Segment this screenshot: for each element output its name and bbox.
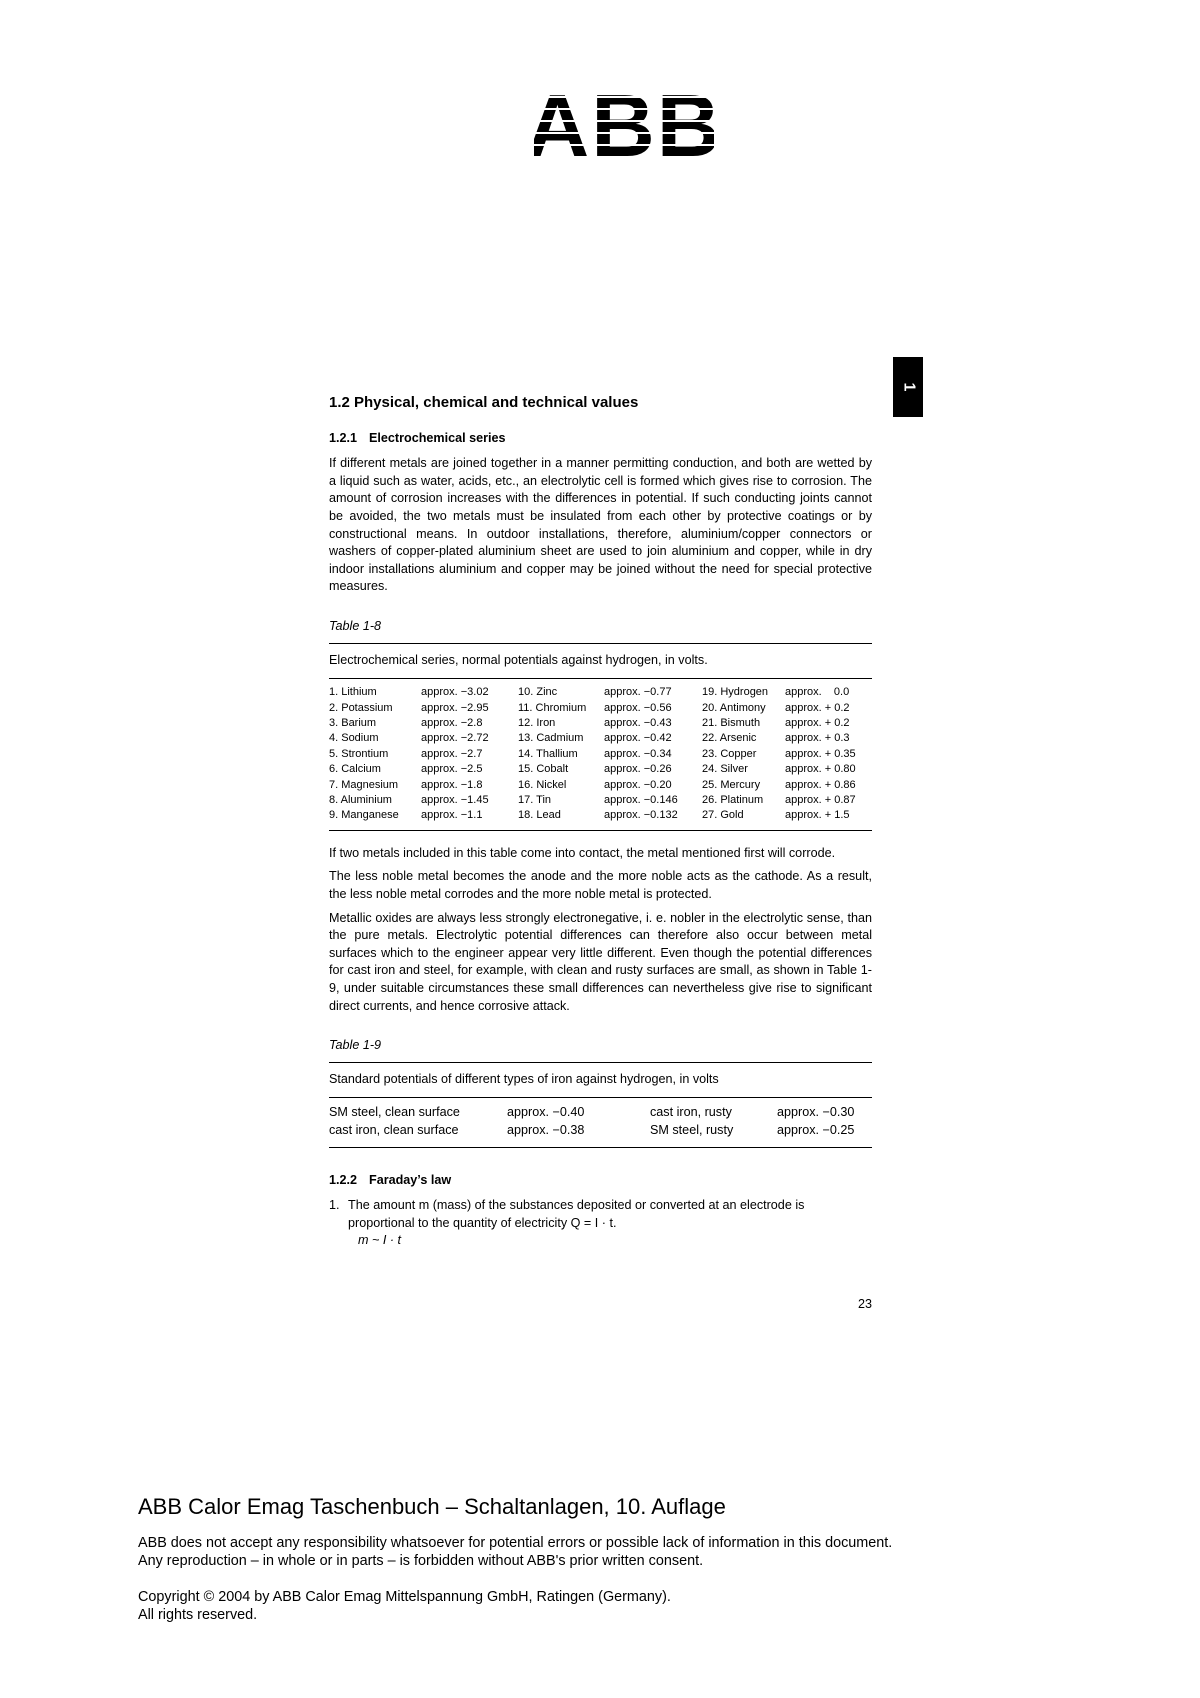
table-1-8-caption: Table 1-8 xyxy=(329,618,382,633)
table-cell: approx. + 1.5 xyxy=(785,809,850,822)
faraday-list-item xyxy=(329,1197,872,1232)
table-cell: 20. Antimony xyxy=(702,701,766,714)
footer xyxy=(138,1494,1138,1624)
footer-rights: All rights reserved. xyxy=(138,1607,258,1623)
table-cell: approx. + 0.3 xyxy=(785,732,850,745)
paragraph-contact: If two metals included in this table come into contact, the metal mentioned first will corrode. xyxy=(329,845,836,860)
table-cell: approx. −0.132 xyxy=(604,809,678,822)
table-cell: approx. + 0.2 xyxy=(785,701,850,714)
table-cell: approx. + 0.2 xyxy=(785,716,850,729)
table-cell: cast iron, clean surface xyxy=(329,1122,459,1137)
table-cell: approx. −2.72 xyxy=(421,732,489,745)
paragraph-oxides: Metallic oxides are always less strongly electronegative, i. e. nobler in the electrolytic sense, than the pure metals. Electrolytic potential differences can therefore also occur between metal surfaces which to the engineer appear very little different. Even though the potential differences for cast iron and steel, for example, with clean and rusty surfaces are small, as shown in Table 1-9, under suitable circumstances these small differences can nevertheless give rise to significant direct currents, and hence corrosive attack. xyxy=(329,910,872,1013)
table-cell: approx. −2.5 xyxy=(421,763,483,776)
table-cell: approx. −0.20 xyxy=(604,778,672,791)
table-cell: 24. Silver xyxy=(702,763,748,776)
table-cell: approx. 0.0 xyxy=(785,686,850,699)
table-cell: 19. Hydrogen xyxy=(702,686,769,699)
table-cell: approx. + 0.87 xyxy=(785,793,856,806)
table-cell: approx. −0.25 xyxy=(777,1122,855,1137)
table-cell: 23. Copper xyxy=(702,747,757,760)
page-content xyxy=(329,394,872,1250)
abb-logo-graphic xyxy=(534,86,714,158)
table-cell: approx. −2.95 xyxy=(421,701,489,714)
table-cell: approx. −0.34 xyxy=(604,747,672,760)
table-cell: approx. + 0.80 xyxy=(785,763,856,776)
faraday-text: The amount m (mass) of the substances deposited or converted at an electrode is proportional to the quantity of electricity Q = I · t. xyxy=(348,1198,805,1230)
iron-potentials-table xyxy=(329,1098,872,1146)
electrochemical-series-table xyxy=(329,679,872,830)
list-number: 1. xyxy=(329,1198,340,1213)
table-cell: SM steel, clean surface xyxy=(329,1105,460,1120)
table-cell: approx. −1.8 xyxy=(421,778,483,791)
table-cell: approx. + 0.35 xyxy=(785,747,856,760)
footer-copyright: Copyright © 2004 by ABB Calor Emag Mittelspannung GmbH, Ratingen (Germany). xyxy=(138,1589,671,1605)
abb-logo xyxy=(534,86,714,158)
table-cell: 17. Tin xyxy=(518,793,552,806)
table-cell: 15. Cobalt xyxy=(518,763,569,776)
chapter-number: 1 xyxy=(900,382,917,392)
table-cell: 13. Cadmium xyxy=(518,732,584,745)
abb-logo-text: ABB xyxy=(534,86,714,158)
table-cell: approx. −2.7 xyxy=(421,747,483,760)
table-cell: approx. + 0.86 xyxy=(785,778,856,791)
table-cell: SM steel, rusty xyxy=(650,1122,734,1137)
table-cell: 8. Aluminium xyxy=(329,793,392,806)
table-rule xyxy=(329,830,872,831)
table-cell: 16. Nickel xyxy=(518,778,567,791)
table-cell: 21. Bismuth xyxy=(702,716,761,729)
table-cell: 10. Zinc xyxy=(518,686,558,699)
table-cell: 26. Platinum xyxy=(702,793,764,806)
subsection-title: Faraday’s law xyxy=(369,1172,452,1187)
section-title: 1.2 Physical, chemical and technical values xyxy=(329,394,639,411)
table-cell: approx. −0.40 xyxy=(507,1105,585,1120)
table-1-9-caption: Table 1-9 xyxy=(329,1038,382,1053)
footer-disclaimer-1: ABB does not accept any responsibility whatsoever for potential errors or possible lack of information in this document. xyxy=(138,1535,893,1551)
table-cell: 2. Potassium xyxy=(329,701,393,714)
table-cell: 3. Barium xyxy=(329,716,377,729)
table-rule xyxy=(329,1147,872,1148)
table-cell: approx. −0.38 xyxy=(507,1122,585,1137)
intro-paragraph: If different metals are joined together in a manner permitting conduction, and both are wetted by a liquid such as water, acids, etc., an electrolytic cell is formed which gives rise to corrosion. The amount of corrosion increases with the differences in potential. If such conducting joints cannot be avoided, the two metals must be insulated from each other by protective coatings or by constructional means. In outdoor installations, therefore, aluminium/copper connectors or washers of copper-plated aluminium sheet are used to join aluminium and copper, while in dry indoor installations aluminium and copper may be joined without the need for special protective measures. xyxy=(329,456,872,594)
table-cell: approx. −0.146 xyxy=(604,793,678,806)
table-cell: approx. −0.77 xyxy=(604,686,672,699)
table-cell: 9. Manganese xyxy=(329,809,399,822)
table-cell: 22. Arsenic xyxy=(702,732,757,745)
table-cell: 25. Mercury xyxy=(702,778,761,791)
subsection-heading-faraday xyxy=(329,1172,872,1190)
table-cell: approx. −0.56 xyxy=(604,701,672,714)
table-cell: 11. Chromium xyxy=(518,701,587,714)
table-cell: approx. −0.42 xyxy=(604,732,672,745)
footer-title: ABB Calor Emag Taschenbuch – Schaltanlagen, 10. Auflage xyxy=(138,1494,726,1519)
chapter-tab xyxy=(893,357,923,417)
faraday-formula: m ~ I · t xyxy=(358,1233,402,1248)
table-cell: 14. Thallium xyxy=(518,747,578,760)
subsection-number: 1.2.1 xyxy=(329,430,358,445)
paragraph-anode: The less noble metal becomes the anode and the more noble acts as the cathode. As a result, the less noble metal corrodes and the more noble metal is protected. xyxy=(329,869,872,901)
page-number: 23 xyxy=(857,1297,872,1311)
table-cell: approx. −0.43 xyxy=(604,716,672,729)
table-cell: 6. Calcium xyxy=(329,763,381,776)
table-cell: 12. Iron xyxy=(518,716,556,729)
table-1-8-title: Electrochemical series, normal potentials against hydrogen, in volts. xyxy=(329,652,708,667)
table-cell: approx. −1.1 xyxy=(421,809,483,822)
table-cell: 1. Lithium xyxy=(329,686,377,699)
table-cell: approx. −0.30 xyxy=(777,1105,855,1120)
subsection-title: Electrochemical series xyxy=(369,430,506,445)
table-cell: 7. Magnesium xyxy=(329,778,399,791)
table-cell: approx. −0.26 xyxy=(604,763,672,776)
table-cell: approx. −3.02 xyxy=(421,686,489,699)
footer-disclaimer-2: Any reproduction – in whole or in parts – is forbidden without ABB's prior written consent. xyxy=(138,1553,704,1569)
subsection-heading-electrochemical xyxy=(329,430,872,448)
table-cell: 18. Lead xyxy=(518,809,561,822)
table-1-9-title: Standard potentials of different types of iron against hydrogen, in volts xyxy=(329,1071,719,1086)
subsection-number: 1.2.2 xyxy=(329,1172,358,1187)
table-cell: approx. −1.45 xyxy=(421,793,489,806)
table-cell: 4. Sodium xyxy=(329,732,379,745)
table-cell: cast iron, rusty xyxy=(650,1105,732,1120)
table-cell: 5. Strontium xyxy=(329,747,389,760)
table-cell: 27. Gold xyxy=(702,809,744,822)
table-cell: approx. −2.8 xyxy=(421,716,483,729)
